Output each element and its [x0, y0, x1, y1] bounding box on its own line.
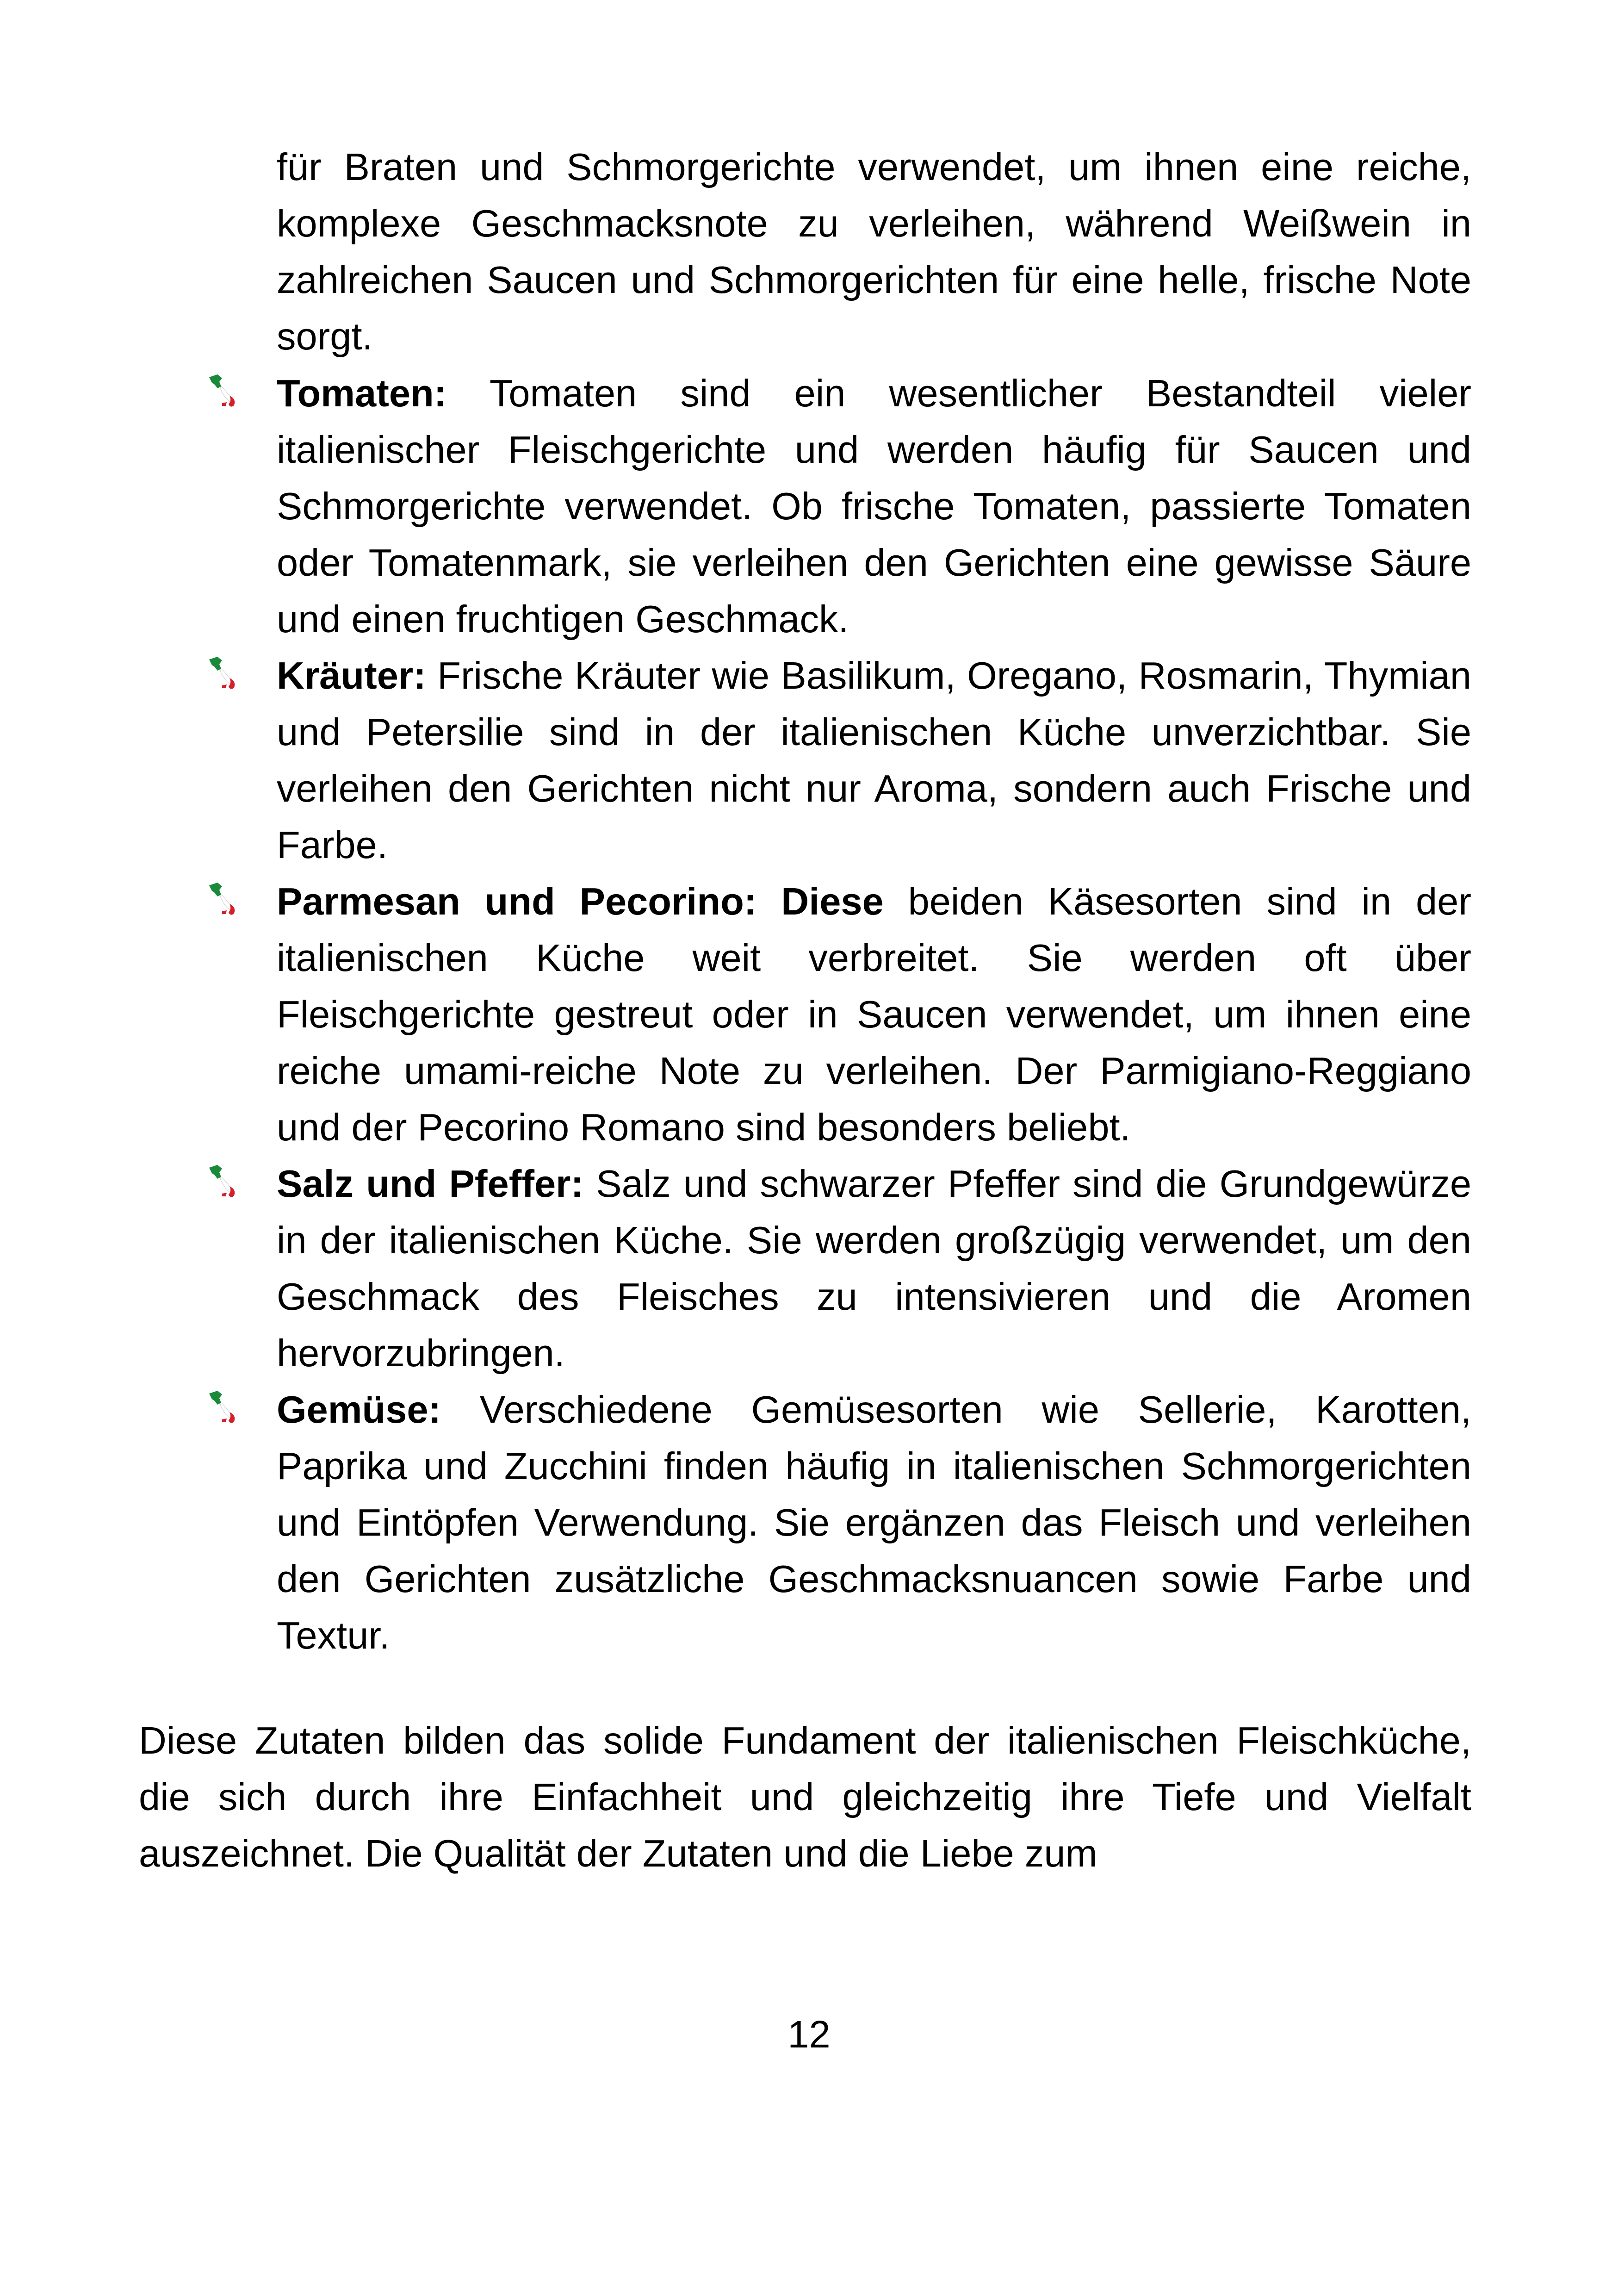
italy-map-icon	[204, 655, 241, 692]
ingredient-list	[204, 365, 1471, 1664]
item-text: Salz und schwarzer Pfeffer sind die Grundgewürze in der italienischen Küche. Sie werden großzügig verwendet, um den Geschmack des Fleisches zu intensivieren und die Aromen hervorzubringen.	[277, 1162, 1472, 1375]
italy-map-icon	[204, 1163, 241, 1200]
page-number: 12	[787, 2013, 831, 2056]
item-term: Salz und Pfeffer:	[277, 1162, 584, 1205]
list-item	[204, 1156, 1471, 1381]
item-text: Frische Kräuter wie Basilikum, Oregano, Rosmarin, Thymian und Petersilie sind in der italienischen Küche unverzichtbar. Sie verleihen den Gerichten nicht nur Aroma, sondern auch Frische und Farbe.	[277, 654, 1471, 866]
item-term: Gemüse:	[277, 1388, 441, 1431]
item-text: Verschiedene Gemüsesorten wie Sellerie, Karotten, Paprika und Zucchini finden häufig in italienischen Schmorgerichten und Eintöpfen Verwendung. Sie ergänzen das Fleisch und verleihen den Gerichten zusätzliche Geschmacksnuancen sowie Farbe und Textur.	[277, 1388, 1471, 1657]
intro-paragraph: für Braten und Schmorgerichte verwendet, um ihnen eine reiche, komplexe Geschmacksnote zu verleihen, während Weißwein in zahlreichen Saucen und Schmorgerichten für eine helle, frische Note sorgt.	[277, 145, 1471, 358]
italy-map-icon	[204, 373, 241, 410]
list-item	[204, 365, 1471, 647]
italy-map-icon	[204, 1389, 241, 1426]
item-text: beiden Käsesorten sind in der italienischen Küche weit verbreitet. Sie werden oft über Fleischgerichte gestreut oder in Saucen verwendet, um ihnen eine reiche umami-reiche Note zu verleihen. Der Parmigiano-Reggiano und der Pecorino Romano sind besonders beliebt.	[277, 880, 1471, 1149]
list-item	[204, 873, 1471, 1156]
closing-paragraph: Diese Zutaten bilden das solide Fundament der italienischen Fleischküche, die sich durch ihre Einfachheit und gleichzeitig ihre Tiefe und Vielfalt auszeichnet. Die Qualität der Zutaten und die Liebe zum	[139, 1719, 1471, 1875]
item-term: Kräuter:	[277, 654, 426, 697]
item-text: Tomaten sind ein wesentlicher Bestandteil vieler italienischer Fleischgerichte und werden häufig für Saucen und Schmorgerichte verwendet. Ob frische Tomaten, passierte Tomaten oder Tomatenmark, sie verleihen den Gerichten eine gewisse Säure und einen fruchtigen Geschmack.	[277, 372, 1471, 641]
item-term: Parmesan und Pecorino: Diese	[277, 880, 884, 923]
list-item	[204, 647, 1471, 873]
list-item	[204, 1381, 1471, 1664]
item-term: Tomaten:	[277, 372, 447, 415]
italy-map-icon	[204, 881, 241, 918]
